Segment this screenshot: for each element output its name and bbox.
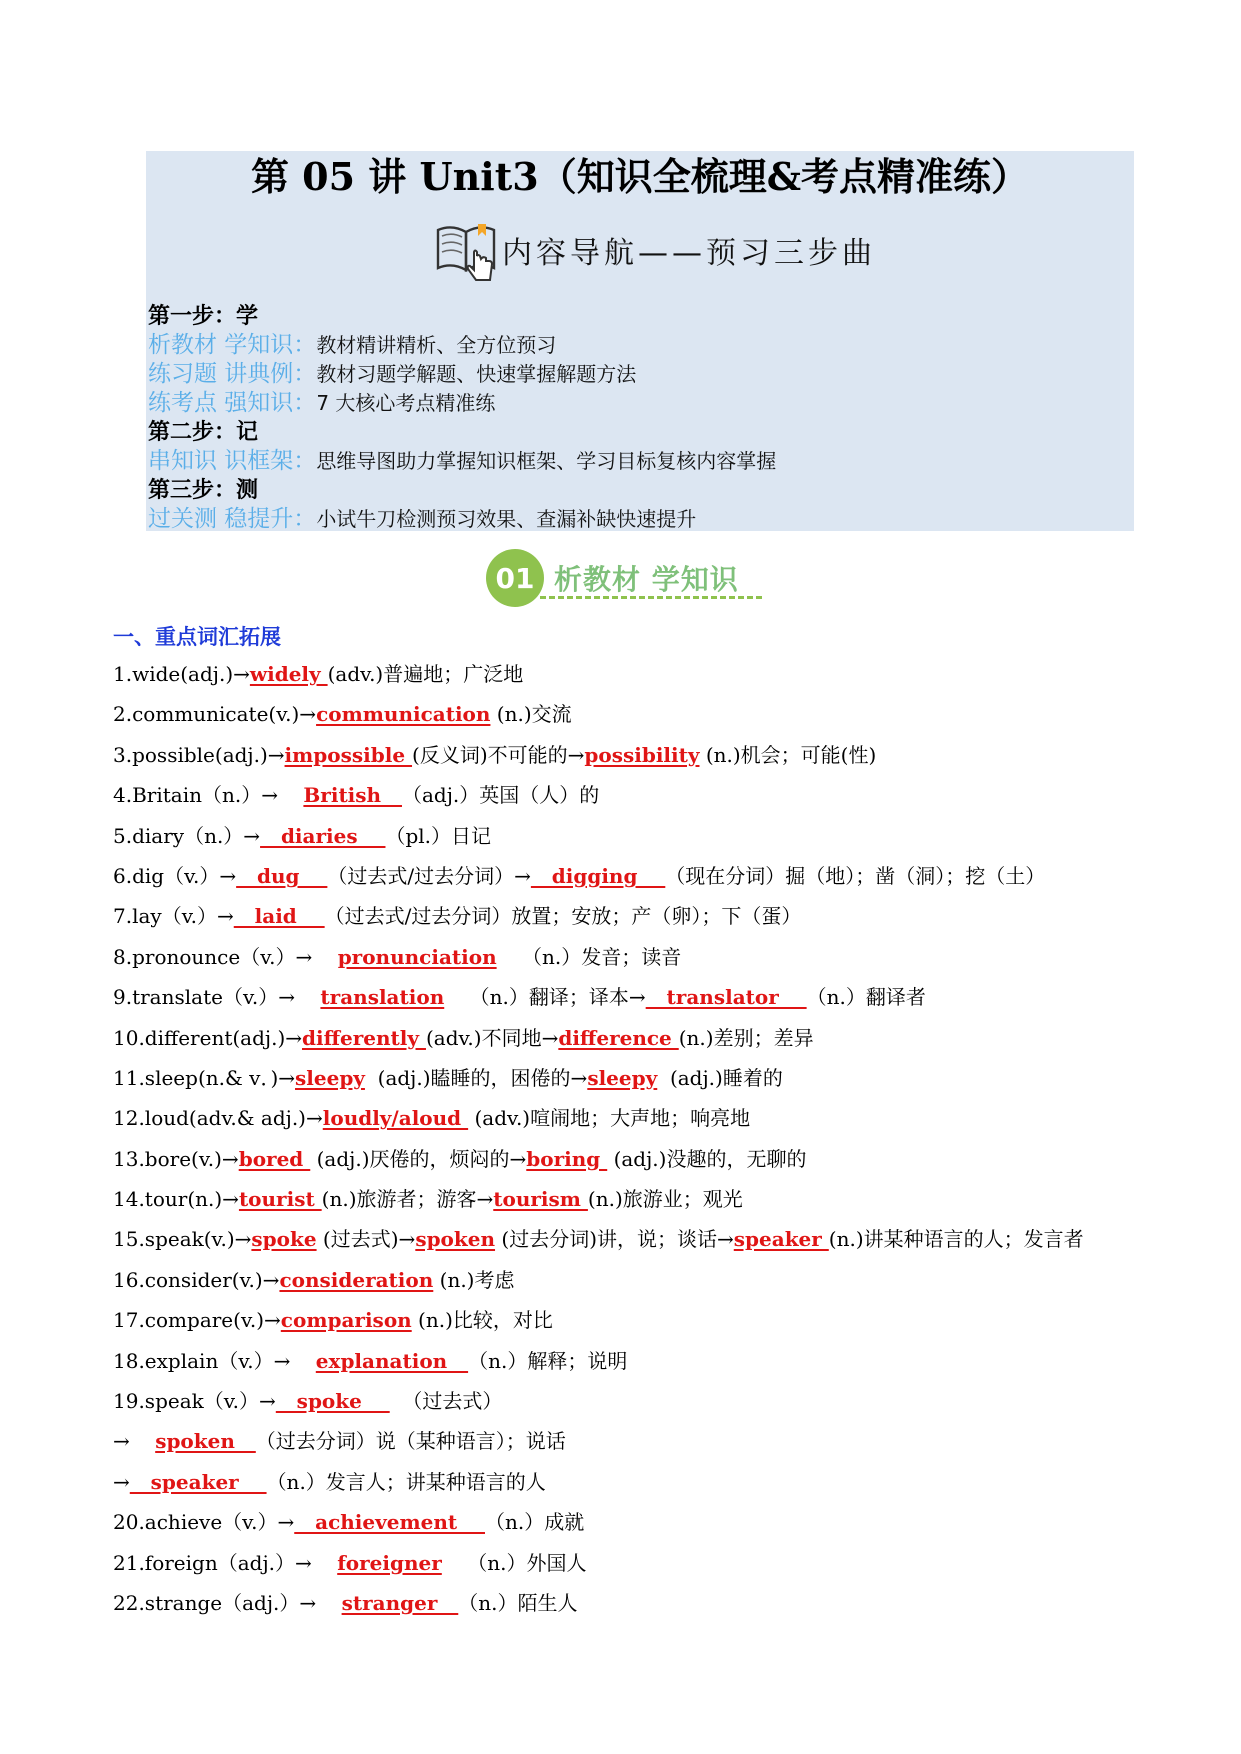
step-item-desc: 7 大核心考点精准练: [316, 391, 496, 415]
answer-blank: explanation: [315, 1348, 469, 1373]
vocab-row: [113, 654, 1113, 694]
vocab-text: （过去分词）说（某种语言）；说话: [255, 1429, 566, 1454]
vocab-text: (过去分词)讲，说；谈话→: [495, 1227, 734, 1252]
vocab-text: →: [113, 1469, 130, 1494]
vocab-row: [113, 1583, 1113, 1623]
book-touch-icon: [434, 218, 502, 282]
vocab-text: （n.）发言人；讲某种语言的人: [266, 1469, 546, 1494]
vocab-row: [113, 896, 1113, 936]
vocab-text: 11.sleep(n.& v．)→: [113, 1065, 296, 1090]
vocab-row: [113, 1502, 1113, 1542]
answer-blank: difference: [558, 1025, 679, 1050]
vocab-text: (n.)差别；差异: [678, 1025, 814, 1050]
vocab-row: [113, 856, 1113, 896]
vocab-text: (反义词)不可能的→: [412, 742, 585, 767]
vocab-list: [113, 654, 1113, 1623]
vocab-text: 3.possible(adj.)→: [113, 742, 285, 767]
vocab-row: [113, 1018, 1113, 1058]
vocab-text: (n.)讲某种语言的人；发言者: [828, 1227, 1084, 1252]
answer-blank: comparison: [280, 1308, 412, 1333]
step-heading: 第三步：测: [148, 478, 259, 503]
answer-blank: sleepy: [295, 1065, 365, 1090]
vocab-text: (n.)考虑: [433, 1267, 515, 1292]
badge-underline: [540, 596, 762, 599]
vocab-text: (过去式)→: [316, 1227, 416, 1252]
vocab-text: 10.different(adj.)→: [113, 1025, 303, 1050]
vocab-row: [113, 1543, 1113, 1583]
answer-blank: foreigner: [337, 1550, 442, 1575]
step-item-key: 串知识 识框架：: [148, 448, 317, 474]
answer-blank: possibility: [584, 742, 700, 767]
vocab-text: （n.）翻译者: [806, 985, 926, 1010]
steps-list: [148, 302, 1128, 534]
step-item-key: 练习题 讲典例：: [148, 361, 317, 387]
answer-blank: achievement: [294, 1510, 485, 1535]
answer-blank: laid: [233, 904, 325, 929]
vocab-row: [113, 977, 1113, 1017]
vocab-text: 15.speak(v.)→: [113, 1227, 252, 1252]
vocab-text: （pl.）日记: [385, 823, 492, 848]
vocab-text: (adj.)厌倦的，烦闷的→: [310, 1146, 527, 1171]
page-title: 第 05 讲 Unit3（知识全梳理&考点精准练）: [250, 154, 1030, 199]
vocab-row: [113, 1381, 1113, 1421]
vocab-text: 16.consider(v.)→: [113, 1267, 280, 1292]
vocab-text: 12.loud(adv.& adj.)→: [113, 1106, 323, 1131]
vocab-text: 22.strange（adj.）→: [113, 1590, 342, 1615]
vocab-row: [113, 735, 1113, 775]
vocab-text: 7.lay（v.）→: [113, 904, 234, 929]
answer-blank: impossible: [284, 742, 413, 767]
vocab-row: [113, 1058, 1113, 1098]
step-item: [148, 447, 1128, 476]
answer-blank: spoken: [155, 1429, 256, 1454]
badge-number: 01: [486, 549, 544, 607]
answer-blank: spoken: [415, 1227, 496, 1252]
vocab-row: [113, 1462, 1113, 1502]
vocab-row: [113, 1341, 1113, 1381]
vocab-text: (adj.)睡着的: [657, 1065, 783, 1090]
vocab-text: （过去式/过去分词）放置；安放；产（卵）；下（蛋）: [324, 904, 802, 929]
answer-blank: dug: [236, 863, 328, 888]
vocab-text: （n.）外国人: [441, 1550, 587, 1575]
vocab-text: (n.)旅游者；游客→: [321, 1187, 494, 1212]
answer-blank: loudly/aloud: [322, 1106, 469, 1131]
vocab-text: 9.translate（v.）→: [113, 985, 321, 1010]
step-heading: 第一步：学: [148, 304, 259, 329]
vocab-row: [113, 1260, 1113, 1300]
vocab-text: (adv.)普遍地；广泛地: [327, 662, 524, 686]
vocab-row: [113, 1098, 1113, 1138]
vocab-row: [113, 1219, 1113, 1259]
answer-blank: speaker: [129, 1469, 267, 1494]
step-item: [148, 389, 1128, 418]
answer-blank: bored: [238, 1146, 311, 1171]
badge-text: 析教材 学知识: [554, 563, 739, 596]
vocab-text: 5.diary（n.）→: [113, 823, 261, 848]
answer-blank: communication: [316, 702, 491, 727]
vocab-row: [113, 1139, 1113, 1179]
vocab-text: 14.tour(n.)→: [113, 1187, 239, 1212]
step-item: [148, 331, 1128, 360]
vocab-text: 4.Britain（n.）→: [113, 783, 304, 808]
answer-blank: tourist: [238, 1187, 322, 1212]
vocab-text: 13.bore(v.)→: [113, 1146, 239, 1171]
vocab-text: (n.)比较，对比: [411, 1308, 553, 1333]
vocab-text: 1.wide(adj.)→: [113, 662, 250, 686]
vocab-row: [113, 937, 1113, 977]
vocab-text: （过去式）: [389, 1389, 503, 1414]
vocab-row: [113, 1421, 1113, 1461]
section-title: 一、重点词汇拓展: [113, 625, 281, 649]
step-item: [148, 505, 1128, 534]
vocab-row: [113, 816, 1113, 856]
step-item-desc: 小试牛刀检测预习效果、查漏补缺快速提升: [316, 507, 697, 531]
vocab-text: （adj.）英国（人）的: [401, 783, 600, 808]
vocab-text: （n.）陌生人: [458, 1590, 578, 1615]
vocab-text: (adj.)瞌睡的，困倦的→: [364, 1065, 588, 1090]
step-item-desc: 教材习题学解题、快速掌握解题方法: [316, 362, 637, 386]
vocab-text: 21.foreign（adj.）→: [113, 1550, 338, 1575]
answer-blank: digging: [530, 863, 666, 888]
vocab-text: （n.）翻译；译本→: [444, 985, 646, 1010]
step-item: [148, 360, 1128, 389]
vocab-text: （过去式/过去分词）→: [327, 863, 531, 888]
answer-blank: diaries: [260, 823, 386, 848]
vocab-text: （n.）成就: [485, 1510, 585, 1535]
vocab-row: [113, 1179, 1113, 1219]
answer-blank: boring: [526, 1146, 608, 1171]
vocab-text: (adv.)不同地→: [425, 1025, 559, 1050]
vocab-text: （现在分词）掘（地）；凿（洞）；挖（土）: [665, 863, 1046, 888]
answer-blank: British: [303, 783, 402, 808]
step-item-key: 过关测 稳提升：: [148, 506, 317, 532]
step-heading: 第二步：记: [148, 420, 259, 445]
vocab-text: (adj.)没趣的，无聊的: [607, 1146, 807, 1171]
vocab-text: (n.)机会；可能(性): [699, 742, 877, 767]
vocab-text: （n.）发音；读音: [496, 944, 682, 969]
vocab-text: 2.communicate(v.)→: [113, 702, 317, 727]
answer-blank: differently: [302, 1025, 426, 1050]
answer-blank: spoke: [275, 1389, 390, 1414]
vocab-text: 17.compare(v.)→: [113, 1308, 281, 1333]
vocab-text: (adv.)喧闹地；大声地；响亮地: [468, 1106, 751, 1131]
answer-blank: tourism: [493, 1187, 588, 1212]
answer-blank: pronunciation: [337, 944, 497, 969]
answer-blank: consideration: [279, 1267, 434, 1292]
step-item-key: 析教材 学知识：: [148, 332, 317, 358]
vocab-row: [113, 694, 1113, 734]
vocab-text: 8.pronounce（v.）→: [113, 944, 338, 969]
section-badge: [486, 545, 739, 611]
vocab-text: 6.dig（v.）→: [113, 863, 237, 888]
answer-blank: widely: [249, 662, 328, 686]
vocab-text: (n.)交流: [490, 702, 572, 727]
vocab-text: 18.explain（v.）→: [113, 1348, 316, 1373]
content-navigation: [434, 218, 876, 282]
step-item-key: 练考点 强知识：: [148, 390, 317, 416]
answer-blank: sleepy: [587, 1065, 658, 1090]
vocab-text: (n.)旅游业；观光: [587, 1187, 743, 1212]
vocab-row: [113, 1300, 1113, 1340]
vocab-row: [113, 775, 1113, 815]
nav-title: 内容导航——预习三步曲: [502, 236, 876, 271]
step-item-desc: 教材精讲精析、全方位预习: [316, 333, 557, 357]
answer-blank: translator: [645, 985, 807, 1010]
step-item-desc: 思维导图助力掌握知识框架、学习目标复核内容掌握: [316, 449, 777, 473]
answer-blank: spoke: [251, 1227, 317, 1252]
answer-blank: translation: [320, 985, 445, 1010]
vocab-text: 20.achieve（v.）→: [113, 1510, 295, 1535]
vocab-text: 19.speak（v.）→: [113, 1389, 276, 1414]
vocab-text: →: [113, 1429, 156, 1454]
answer-blank: stranger: [341, 1590, 459, 1615]
answer-blank: speaker: [733, 1227, 829, 1252]
vocab-text: （n.）解释；说明: [468, 1348, 628, 1373]
